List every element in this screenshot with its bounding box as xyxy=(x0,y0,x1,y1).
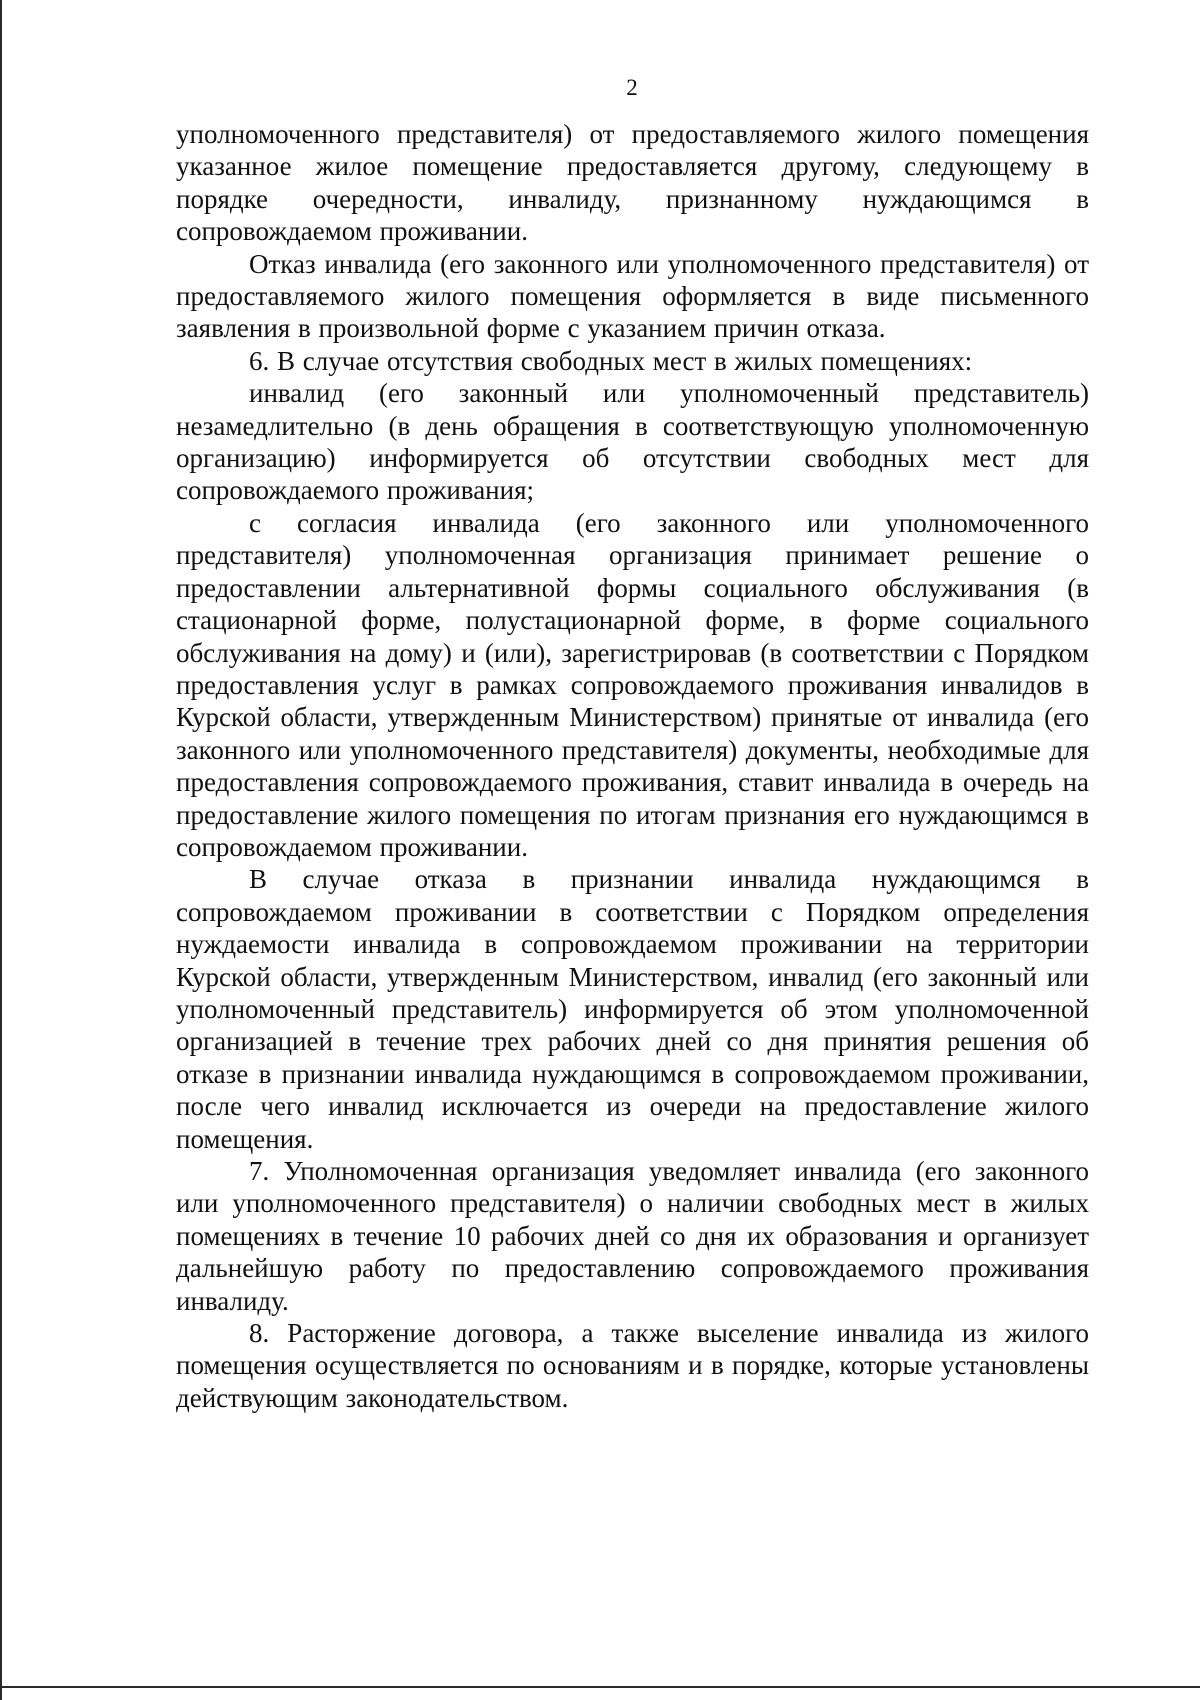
page-number: 2 xyxy=(626,75,638,100)
document-body xyxy=(176,118,1089,1414)
paragraph-refusal: Отказ инвалида (его законного или уполномоченного представителя) от предоставляемого жилого помещения оформляется в виде письменного заявления в произвольной форме с указанием причин отказа. xyxy=(176,248,1089,344)
paragraph-item-8: 8. Расторжение договора, а также выселение инвалида из жилого помещения осуществляется по основаниям и в порядке, которые установлены действующим законодательством. xyxy=(176,1318,1089,1413)
scan-edge-left xyxy=(0,0,2,1700)
paragraph-item-6-notification: инвалид (его законный или уполномоченный представитель) незамедлительно (в день обращения в соответствующую уполномоченную организацию) информируется об отсутствии свободных мест для сопровождаемого проживания; xyxy=(176,378,1089,506)
paragraph-item-7: 7. Уполномоченная организация уведомляет инвалида (его законного или уполномоченного представителя) о наличии свободных мест в жилых помещениях в течение 10 рабочих дней со дня их образования и организует дальнейшую работу по предоставлению сопровождаемого проживания инвалиду. xyxy=(176,1156,1089,1316)
paragraph-continuation: уполномоченного представителя) от предоставляемого жилого помещения указанное жилое помещение предоставляется другому, следующему в порядке очередности, инвалиду, признанному нуждающимся в сопровождаемом проживании. xyxy=(176,119,1089,247)
paragraph-item-6-denial: В случае отказа в признании инвалида нуждающимся в сопровождаемом проживании в соответствии с Порядком определения нуждаемости инвалида в сопровождаемом проживании на территории Курской области, утвержденным Министерством, инвалид (его законный или уполномоченный представитель) информируется об этом уполномоченной организацией в течение трех рабочих дней со дня принятия решения об отказе в признании инвалида нуждающимся в сопровождаемом проживании, после чего инвалид исключается из очереди на предоставление жилого помещения. xyxy=(176,864,1089,1154)
paragraph-item-6-alternative: с согласия инвалида (его законного или уполномоченного представителя) уполномоченная организация принимает решение о предоставлении альтернативной формы социального обслуживания (в стационарной форме, полустационарной форме, в форме социального обслуживания на дому) и (или), зарегистрировав (в соответствии с Порядком предоставления услуг в рамках сопровождаемого проживания инвалидов в Курской области, утвержденным Министерством) принятые от инвалида (его законного или уполномоченного представителя) документы, необходимые для предоставления сопровождаемого проживания, ставит инвалида в очередь на предоставление жилого помещения по итогам признания его нуждающимся в сопровождаемом проживании. xyxy=(176,507,1089,862)
scan-edge-bottom xyxy=(0,1686,1200,1688)
paragraph-item-6: 6. В случае отсутствия свободных мест в жилых помещениях: xyxy=(249,345,973,376)
